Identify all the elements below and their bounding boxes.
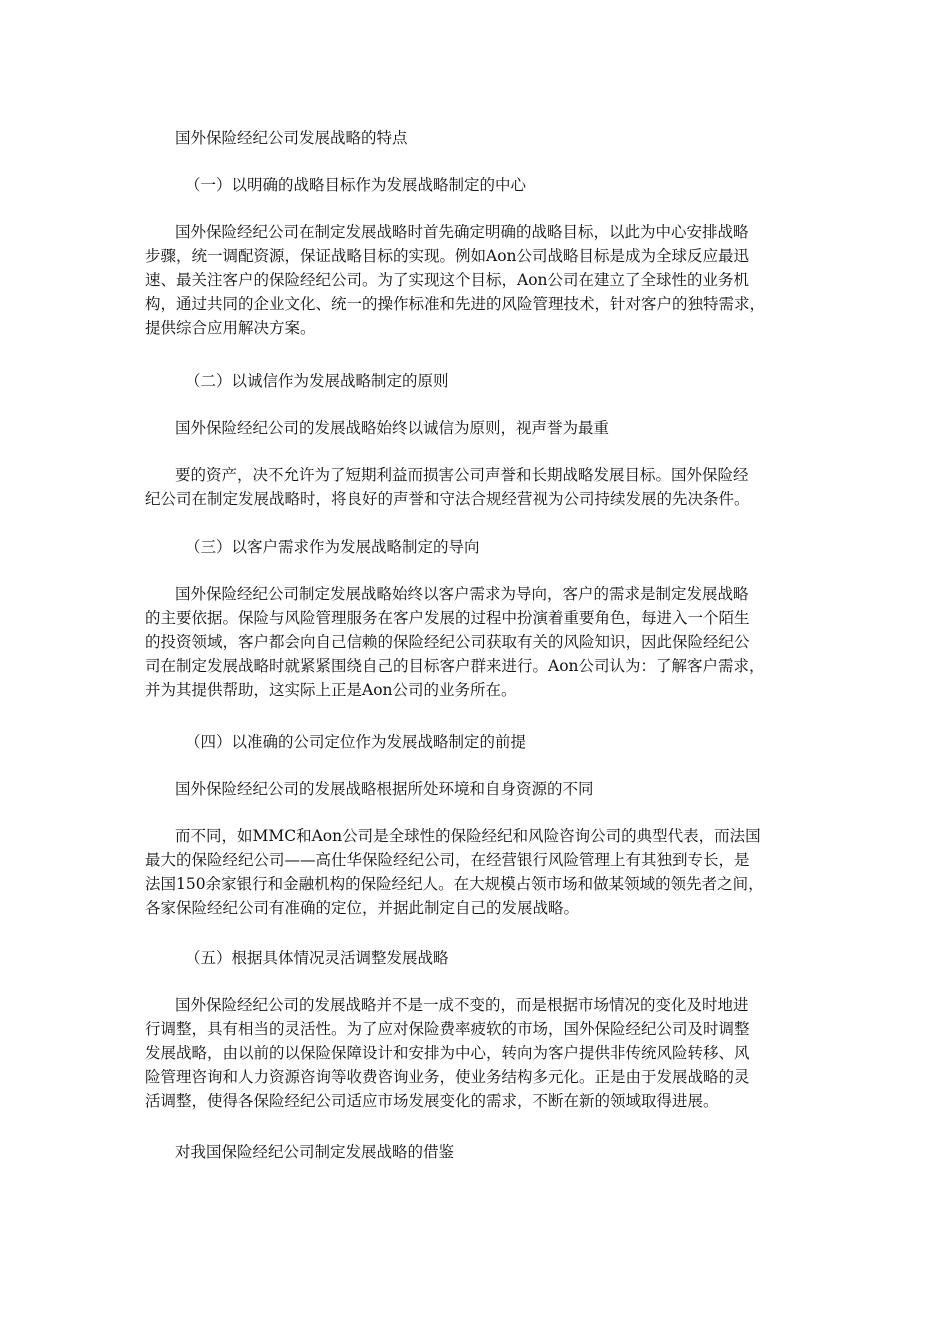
text-line: 的投资领域，客户都会向自己信赖的保险经纪公司获取有关的风险知识，因此保险经纪公 <box>145 633 750 651</box>
paragraph-2a <box>145 416 609 440</box>
section-title <box>145 126 408 150</box>
closing-heading <box>145 1140 454 1164</box>
text-line: 步骤，统一调配资源，保证战略目标的实现。例如Aon公司战略目标是成为全球反应最迅 <box>145 247 750 265</box>
text-line: 国外保险经纪公司发展战略的特点 <box>175 129 408 147</box>
text-line: 速、最关注客户的保险经纪公司。为了实现这个目标，Aon公司在建立了全球性的业务机 <box>145 271 750 289</box>
heading-2 <box>145 369 449 393</box>
text-line: 纪公司在制定发展战略时，将良好的声誉和守法合规经营视为公司持续发展的先决条件。 <box>145 490 750 508</box>
text-line: （五）根据具体情况灵活调整发展战略 <box>185 949 449 967</box>
heading-5 <box>145 946 449 970</box>
text-line: 司在制定发展战略时就紧紧围绕自己的目标客户群来进行。Aon公司认为：了解客户需求， <box>145 657 765 675</box>
text-line: 法国150余家银行和金融机构的保险经纪人。在大规模占领市场和做某领域的领先者之间， <box>145 875 764 893</box>
text-line: 构，通过共同的企业文化、统一的操作标准和先进的风险管理技术，针对客户的独特需求， <box>145 295 766 313</box>
heading-4 <box>145 730 526 754</box>
text-line: 最大的保险经纪公司——高仕华保险经纪公司，在经营银行风险管理上有其独到专长，是 <box>145 851 750 869</box>
text-line: （一）以明确的战略目标作为发展战略制定的中心 <box>185 176 527 194</box>
text-line: 行调整，具有相当的灵活性。为了应对保险费率疲软的市场，国外保险经纪公司及时调整 <box>145 1020 750 1038</box>
text-line: （二）以诚信作为发展战略制定的原则 <box>185 372 449 390</box>
text-line: 活调整，使得各保险经纪公司适应市场发展变化的需求，不断在新的领域取得进展。 <box>145 1092 719 1110</box>
text-line: （四）以准确的公司定位作为发展战略制定的前提 <box>185 733 527 751</box>
text-line: 险管理咨询和人力资源咨询等收费咨询业务，使业务结构多元化。正是由于发展战略的灵 <box>145 1068 750 1086</box>
paragraph-2b <box>145 463 750 511</box>
heading-1 <box>145 173 526 197</box>
text-line: （三）以客户需求作为发展战略制定的导向 <box>185 538 480 556</box>
paragraph-1 <box>145 220 765 340</box>
text-line: 国外保险经纪公司的发展战略根据所处环境和自身资源的不同 <box>175 780 594 798</box>
text-line: 的主要依据。保险与风险管理服务在客户发展的过程中扮演着重要角色，每进入一个陌生 <box>145 609 750 627</box>
text-line: 国外保险经纪公司的发展战略并不是一成不变的，而是根据市场情况的变化及时地进 <box>175 996 749 1014</box>
text-line: 国外保险经纪公司的发展战略始终以诚信为原则，视声誉为最重 <box>175 419 610 437</box>
text-line: 对我国保险经纪公司制定发展战略的借鉴 <box>175 1143 455 1161</box>
heading-3 <box>145 535 480 559</box>
paragraph-4b <box>145 824 764 920</box>
text-line: 发展战略，由以前的以保险保障设计和安排为中心，转向为客户提供非传统风险转移、风 <box>145 1044 750 1062</box>
text-line: 国外保险经纪公司制定发展战略始终以客户需求为导向，客户的需求是制定发展战略 <box>175 585 749 603</box>
text-line: 要的资产，决不允许为了短期利益而损害公司声誉和长期战略发展目标。国外保险经 <box>175 466 749 484</box>
text-line: 而不同，如MMC和Aon公司是全球性的保险经纪和风险咨询公司的典型代表，而法国 <box>175 827 761 845</box>
text-line: 国外保险经纪公司在制定发展战略时首先确定明确的战略目标，以此为中心安排战略 <box>175 223 749 241</box>
text-line: 并为其提供帮助，这实际上正是Aon公司的业务所在。 <box>145 681 517 699</box>
paragraph-4a <box>145 777 594 801</box>
text-line: 各家保险经纪公司有准确的定位，并据此制定自己的发展战略。 <box>145 899 580 917</box>
text-line: 提供综合应用解决方案。 <box>145 319 316 337</box>
paragraph-5 <box>145 993 750 1113</box>
paragraph-3 <box>145 582 765 702</box>
